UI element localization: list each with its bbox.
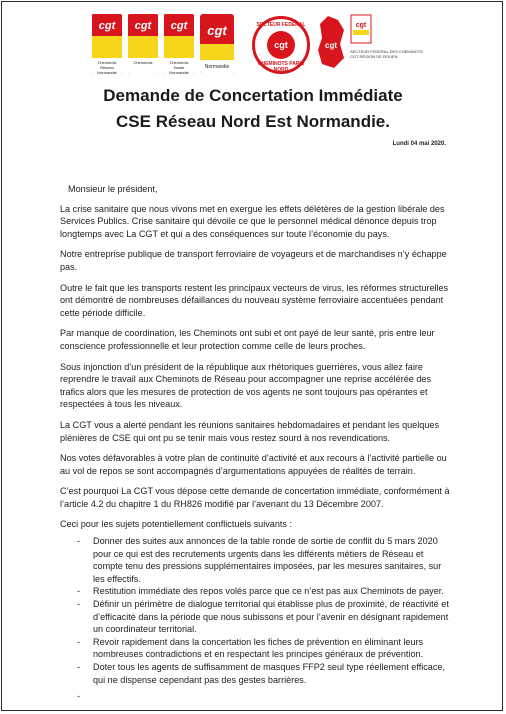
- cgt-mini-logo: [350, 14, 424, 70]
- paragraph: C’est pourquoi La CGT vous dépose cette demande de concertation immédiate, conformément à l’article 4.2 du chapitre 1 du RH826 modifié par l’avenant du 13 Décembre 2007.: [60, 486, 450, 509]
- seal-ring-bottom: CHEMINOTS PARIS NORD: [257, 61, 305, 73]
- list-item: - Donner des suites aux annonces de la table ronde de sortie de conflit du 5 mars 2020 pour ce qui est des recrutements urgents dans les différents métiers de Réseau et compte tenu des pressions supplémentaires imposées, par les mesures sanitaires, sur les effectifs.: [93, 535, 452, 585]
- paragraph: Par manque de coordination, les Cheminots ont subi et ont payé de leur santé, pris entre leur conscience professionnelle et leur protection comme celle de leurs proches.: [60, 328, 435, 351]
- cgt-logo-2: [128, 14, 158, 74]
- cgt-logo-sub: Cheminots Haute Normandie: [164, 58, 194, 74]
- demand-list: [60, 535, 452, 703]
- document-date: Lundi 04 mai 2020.: [392, 141, 446, 147]
- cgt-seal: [252, 16, 310, 74]
- cgt-mini-icon: [350, 14, 372, 44]
- paragraph: Notre entreprise publique de transport ferroviaire de voyageurs et de marchandises n’y échappe pas.: [60, 249, 447, 272]
- region-map-logo: [316, 14, 346, 70]
- region-map-icon: [316, 14, 346, 70]
- logo-banner: [92, 14, 422, 76]
- cgt-logo-sub: Cheminots: [128, 58, 158, 74]
- cgt-logo-1: [92, 14, 122, 74]
- seal-center-text: cgt: [267, 31, 295, 59]
- paragraph: Nos votes défavorables à votre plan de continuité d’activité et aux recours à l’activité partielle ou au vol de repos se sont accompagnés d’argumentations appuyées de réalités de terrain.: [60, 453, 447, 476]
- document-subtitle: CSE Réseau Nord Est Normandie.: [116, 112, 390, 131]
- cgt-mini-sub: SECTEUR FEDERAL DES CHEMINOTS CGT RÉGION DE ROUEN: [350, 49, 423, 59]
- region-map-text: cgt: [325, 41, 337, 50]
- paragraph: Outre le fait que les transports restent les principaux vecteurs de virus, les réformes structurelles ont démontré de nombreuses défaillances du nouveau système ferroviaire accentuées pendant cette période difficile.: [60, 282, 449, 318]
- paragraph: La crise sanitaire que nous vivons met en exergue les effets délétères de la gestion libérale des Services Publics. Crise sanitaire qui dévoile ce que le personnel médical dénonce depuis trop longtemps avec La CGT et qui a des conséquences sur toute l’économie du pays.: [60, 203, 445, 239]
- cgt-logo-4: [200, 14, 234, 74]
- document-title: Demande de Concertation Immédiate: [103, 86, 403, 105]
- list-item: - Doter tous les agents de suffisamment de masques FFP2 seul type réellement efficace, qui ne dispense cependant pas des gestes barrières.: [93, 661, 452, 686]
- paragraph: Sous injonction d’un président de la république aux rhétoriques guerrières, vous allez faire reprendre le travail aux Cheminots de Réseau pour accompagner une reprise accélérée des trafics alors que les mesures de protection de vos agents ne sont toujours pas opérantes et respectées à tous les niveaux.: [60, 361, 432, 410]
- cgt-logo-3: [164, 14, 194, 74]
- cgt-mini-text: cgt: [355, 22, 367, 29]
- cgt-logo-text: cgt: [128, 14, 158, 36]
- list-item: - Définir un périmètre de dialogue territorial qui établisse plus de proximité, de réactivité et d’efficacité dans la période que nous subissons et pour l’avenir en désignant rapidement un coordinateur territorial.: [93, 598, 452, 636]
- cgt-logo-sub: Normandie: [200, 60, 234, 74]
- list-item: - Revoir rapidement dans la concertation les fiches de prévention en éliminant leurs nombreuses contradictions et en respectant les principes généraux de prévention.: [93, 636, 452, 661]
- cgt-logo-sub: Cheminots Réseau Normandie: [92, 58, 122, 74]
- cgt-logo-text: cgt: [164, 14, 194, 36]
- list-item: - Restitution immédiate des repos volés parce que ce n’est pas aux Cheminots de payer.: [93, 585, 452, 598]
- letter-body: [60, 183, 452, 703]
- list-item: [93, 690, 452, 703]
- seal-ring-top: SECTEUR FEDERAL: [256, 22, 306, 28]
- greeting: Monsieur le président,: [68, 184, 158, 194]
- cgt-logo-text: cgt: [92, 14, 122, 36]
- paragraph: La CGT vous a alerté pendant les réunions sanitaires hebdomadaires et pendant les quelques plénières de CSE qui ont pu se tenir mais vous restez sourd à nos revendications.: [60, 419, 439, 443]
- cgt-logo-text: cgt: [207, 23, 227, 38]
- paragraph: Ceci pour les sujets potentiellement conflictuels suivants :: [60, 519, 293, 530]
